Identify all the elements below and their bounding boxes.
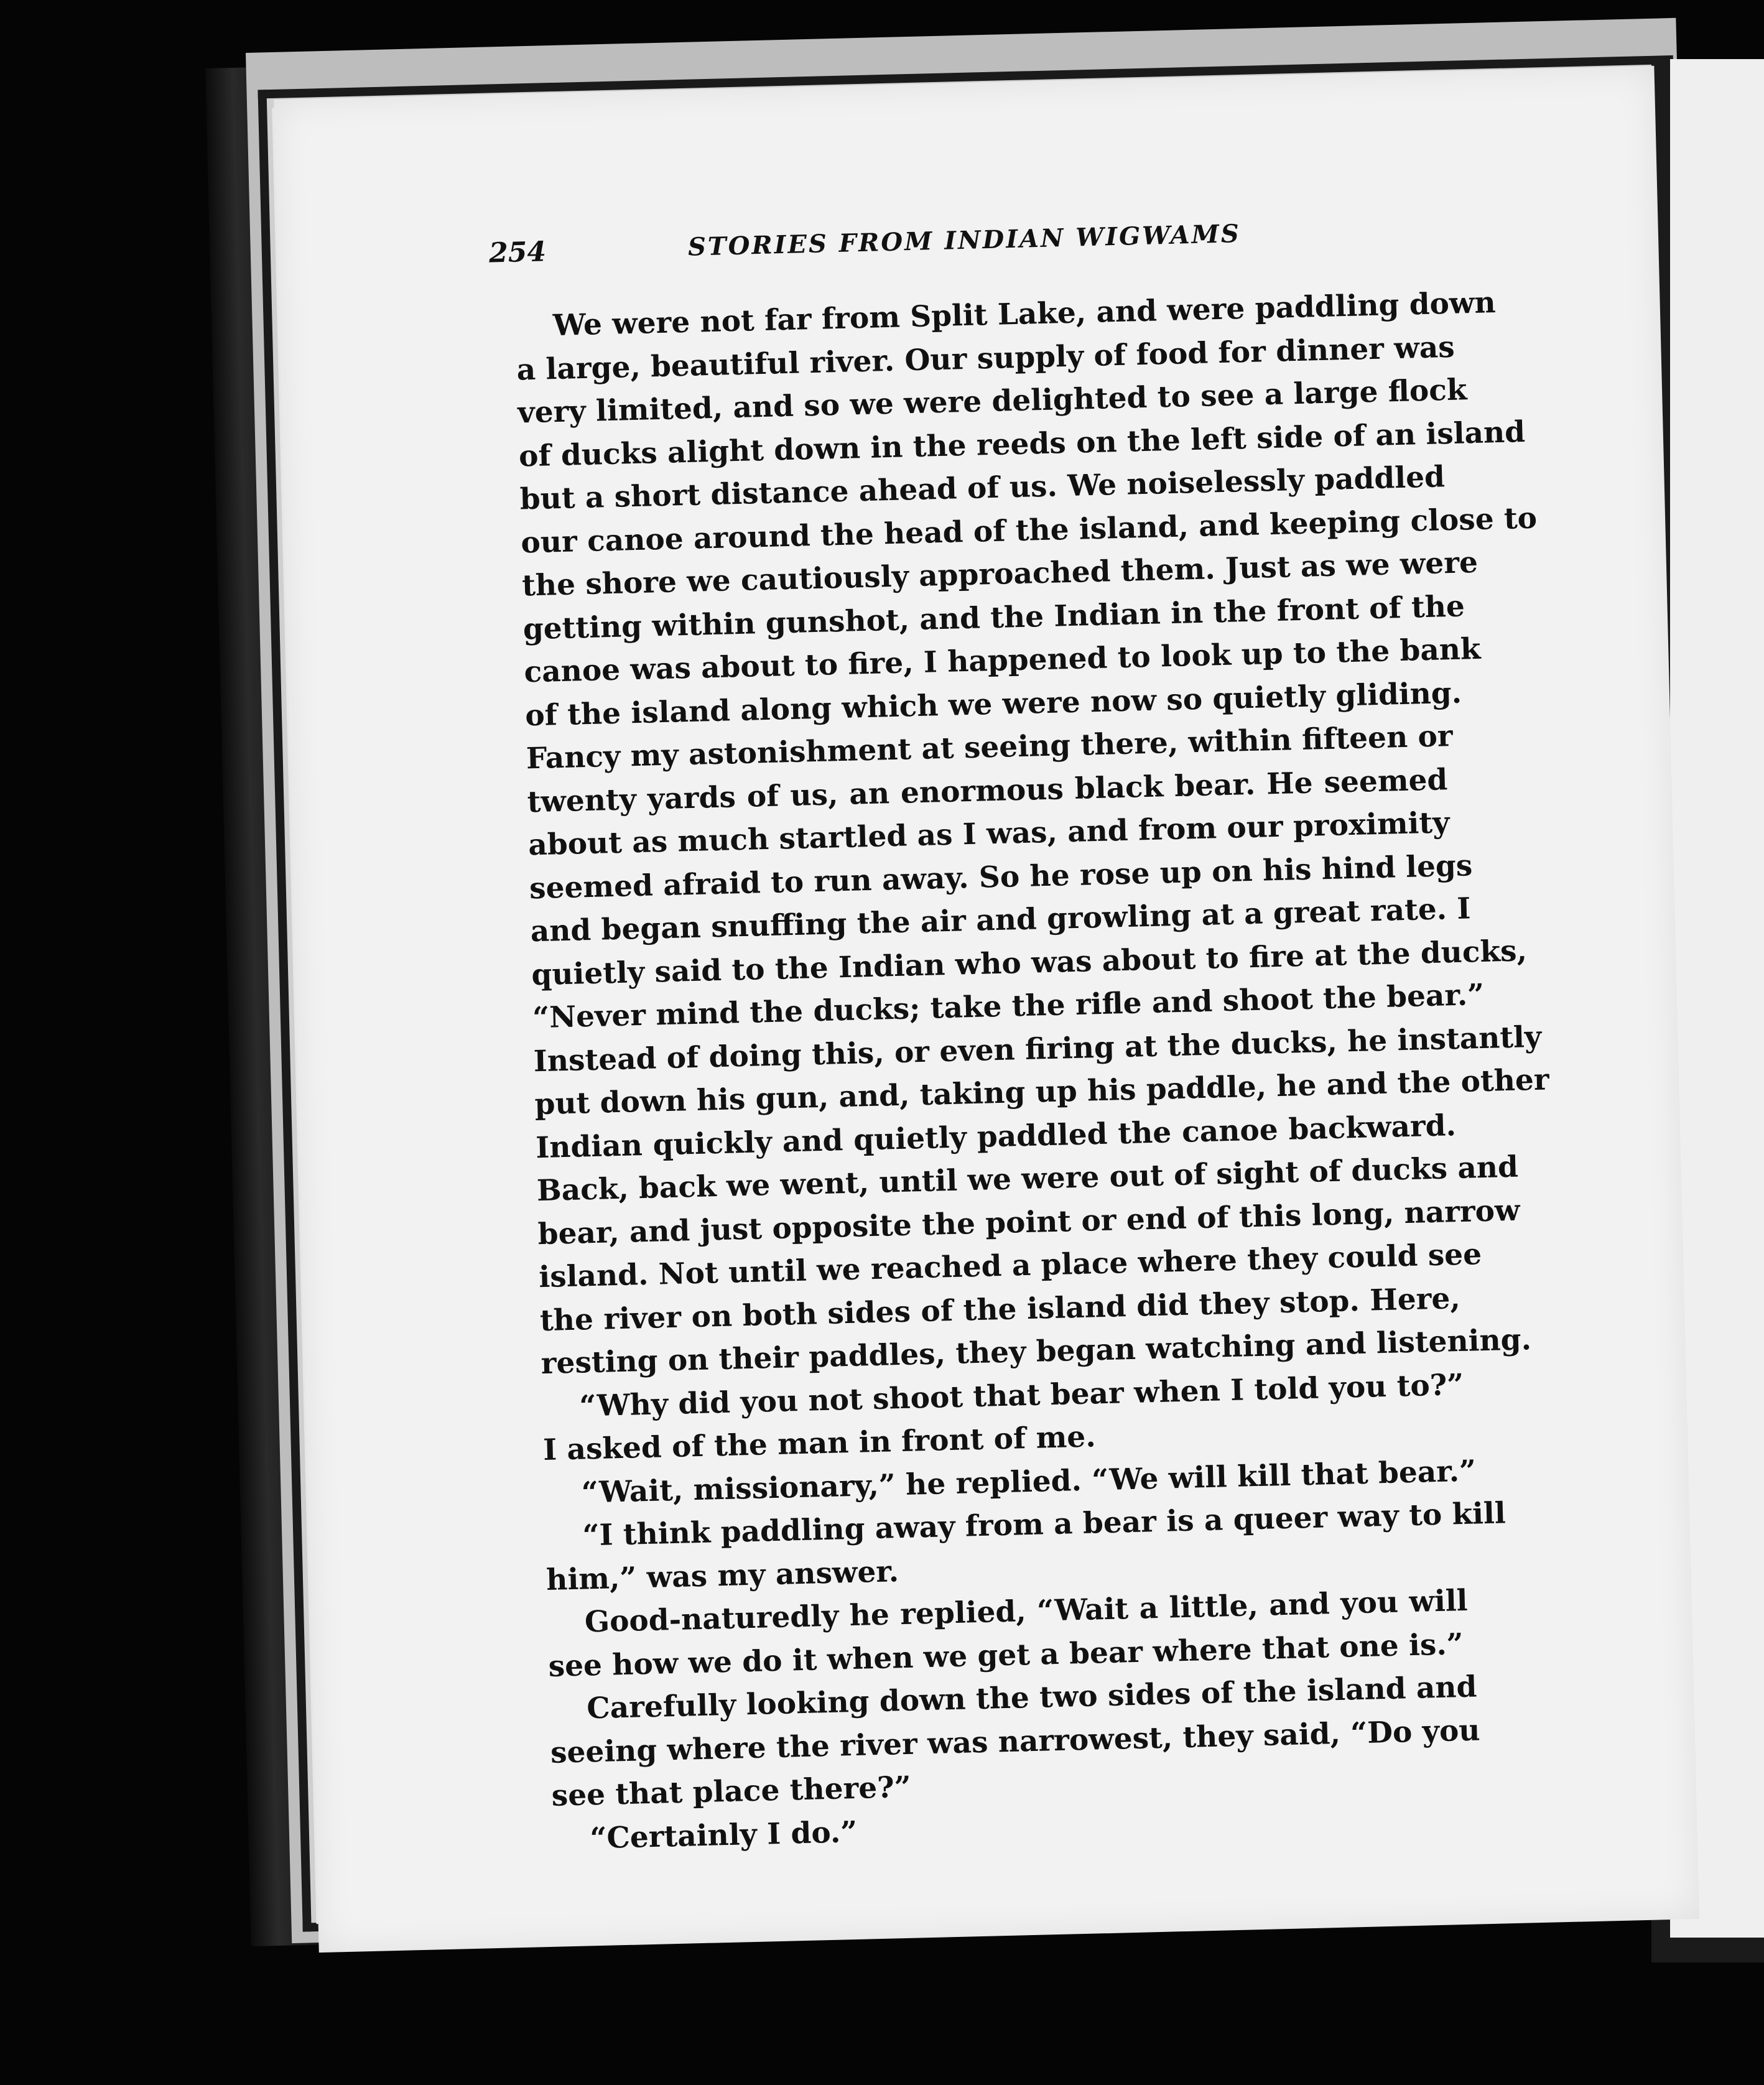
text-line: see that place there?” [551,1770,912,1813]
text-line: see how we do it when we get a bear where that one is.” [548,1627,1464,1684]
text-line: Carefully looking down the two sides of the island and [586,1669,1477,1726]
text-line: put down his gun, and, taking up his paddle, he and the other [534,1062,1550,1122]
text-line: I asked of the man in front of me. [542,1419,1097,1468]
text-line: quietly said to the Indian who was about to fire at the ducks, [531,933,1528,992]
text-line: island. Not until we reached a place where they could see [538,1237,1482,1295]
text-line: “Certainly I do.” [589,1814,858,1855]
body-text [515,282,1550,1860]
text-line: We were not far from Split Lake, and were paddling down [552,286,1497,343]
text-line: bear, and just opposite the point or end of this long, narrow [537,1193,1521,1251]
page-header [488,214,1436,292]
text-line: the shore we cautiously approached them. Just as we were [521,545,1479,603]
page-number: 254 [488,236,547,269]
text-line: of ducks alight down in the reeds on the left side of an island [518,414,1526,474]
text-line: about as much startled as I was, and from our proximity [527,806,1451,863]
text-line: resting on their paddles, they began watching and listening. [541,1322,1532,1381]
text-line: and began snuffing the air and growling at a great rate. I [530,891,1472,949]
text-line: “Why did you not shoot that bear when I told you to?” [578,1367,1464,1424]
text-line: but a short distance ahead of us. We noiselessly paddled [519,460,1446,517]
text-line: seemed afraid to run away. So he rose up on his hind legs [529,848,1473,906]
text-line: Fancy my astonishment at seeing there, within fifteen or [526,719,1454,776]
text-line: “Never mind the ducks; take the rifle and shoot the bear.” [532,977,1485,1036]
text-line: “Wait, missionary,” he replied. “We will kill that bear.” [581,1453,1477,1510]
text-line: very limited, and so we were delighted to see a large flock [517,373,1468,430]
text-line: him,” was my answer. [545,1554,899,1597]
printed-page [274,66,1699,1953]
text-line: Indian quickly and quietly paddled the canoe backward. [535,1108,1457,1165]
text-line: canoe was about to fire, I happened to look up to the bank [523,631,1482,690]
text-line: seeing where the river was narrowest, they said, “Do you [550,1712,1481,1770]
text-line: “I think paddling away from a bear is a queer way to kill [582,1496,1506,1553]
text-line: Instead of doing this, or even firing at the ducks, he instantly [533,1019,1542,1079]
text-line: Back, back we went, until we were out of sight of ducks and [536,1149,1519,1209]
text-line: our canoe around the head of the island, and keeping close to [520,501,1538,560]
text-line: Good-naturedly he replied, “Wait a little, and you will [584,1583,1469,1640]
text-line: a large, beautiful river. Our supply of food for dinner was [516,330,1455,388]
text-line: twenty yards of us, an enormous black bear. He seemed [527,762,1448,819]
page-text-block [488,214,1550,1860]
text-line: the river on both sides of the island did they stop. Here, [539,1281,1461,1338]
running-head: STORIES FROM INDIAN WIGWAMS [687,219,1242,262]
text-line: getting within gunshot, and the Indian in the front of the [522,588,1465,646]
text-line: of the island along which we were now so quietly gliding. [524,676,1462,733]
